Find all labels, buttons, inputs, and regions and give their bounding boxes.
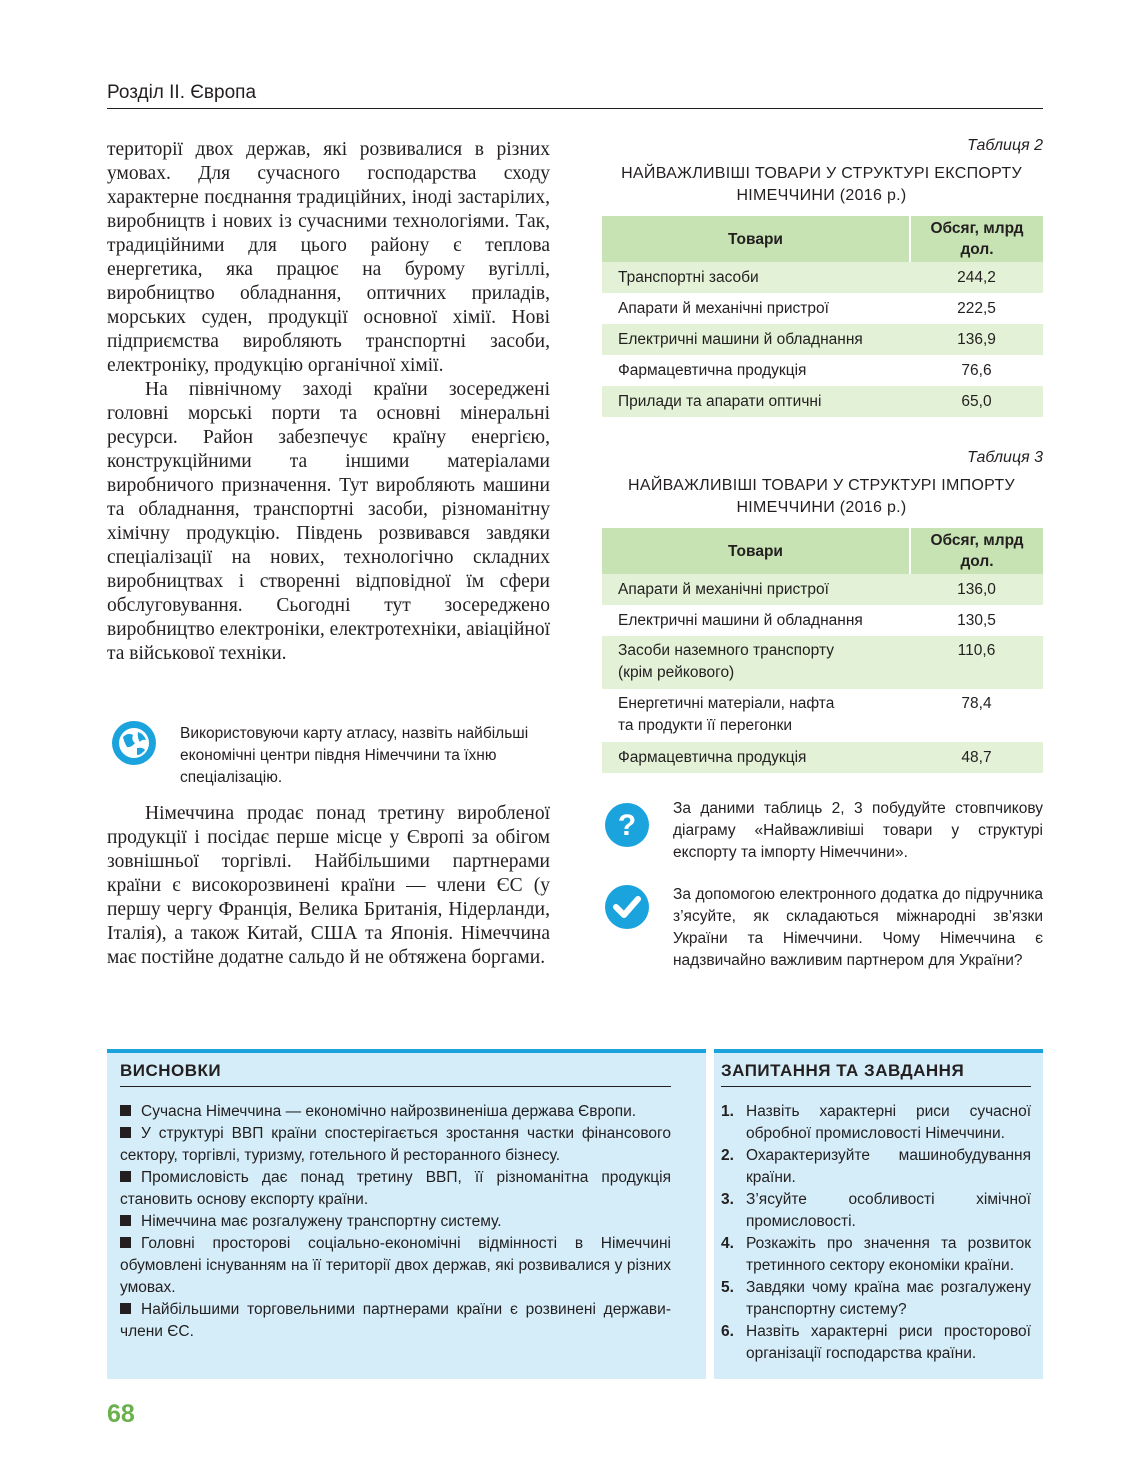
square-bullet-icon [120, 1127, 131, 1138]
list-item [120, 1123, 671, 1167]
goods-cell: Електричні машини й обладнання [602, 324, 910, 355]
question-text: Завдяки чому країна має розгалужену транспортну систему? [746, 1279, 1031, 1318]
value-cell: 78,4 [961, 695, 992, 712]
goods-cell: Апарати й механічні пристрої [618, 299, 829, 317]
list-item [120, 1233, 671, 1299]
table-row [602, 742, 1043, 773]
import-table [602, 528, 1043, 773]
table-row [602, 574, 1043, 605]
summary-divider [706, 1049, 714, 1379]
goods-cell: Транспортні засоби [602, 262, 910, 293]
list-item-text: Німеччина має розгалужену транспортну систему. [141, 1213, 502, 1230]
goods-cell: Енергетичні матеріали, нафта та продукти її перегонки [618, 695, 835, 734]
value-cell: 76,6 [961, 361, 992, 379]
list-item-text: У структурі ВВП країни спостерігається зростання частки фінансового сектору, торгівлі, туризму, готельного й ресторанного бізнесу. [120, 1125, 671, 1164]
table3-header-volume: Обсяг, млрд дол. [910, 528, 1043, 574]
value-cell: 136,0 [910, 574, 1043, 605]
question-text: Назвіть характерні риси сучасної обробної промисловості Німеччини. [746, 1103, 1031, 1142]
list-item [721, 1101, 1031, 1145]
table-row [602, 293, 1043, 324]
table-row [602, 324, 1043, 355]
question-number: 6. [721, 1323, 734, 1340]
table-row [602, 636, 1043, 689]
ebook-task-text: За допомогою електронного додатка до підручника з’ясуйте, як складаються міжнародні зв’язки України та Німеччини. Чому Німеччина є надзвичайно важливим партнером для України? [673, 886, 1043, 969]
value-cell: 136,9 [910, 324, 1043, 355]
value-cell: 130,5 [957, 611, 996, 629]
question-number: 2. [721, 1147, 734, 1164]
atlas-task [107, 717, 552, 793]
square-bullet-icon [120, 1171, 131, 1182]
paragraph-1: території двох держав, які розвивалися в різних умовах. Для сучасного господарства сходу характерне поєднання традиційних, іноді застарілих, виробництв і нових із сучасними технологіями. Так, традиційними для цього району є теплова енергетика, яка працює на бурому вугіллі, виробництво обладнання, оптичних приладів, морських суден, продукції основної хімії. Нові підприємства виробляють транспортні засоби, електроніку, продукцію органічної хімії. [107, 139, 550, 376]
question-number: 1. [721, 1103, 734, 1120]
list-item [120, 1211, 671, 1233]
question-text: З’ясуйте особливості хімічної промисловості. [746, 1191, 1031, 1230]
question-text: Назвіть характерні риси просторової організації господарства країни. [746, 1323, 1031, 1362]
value-cell: 110,6 [910, 636, 1043, 689]
running-header [107, 78, 1043, 109]
export-table [602, 216, 1043, 417]
table-row [602, 262, 1043, 293]
goods-cell: Фармацевтична продукція [618, 361, 807, 379]
main-text-top [107, 138, 550, 666]
questions-list [721, 1101, 1031, 1365]
table2-caption: Таблиця 2 [967, 137, 1043, 154]
conclusions-list [120, 1101, 671, 1343]
table2-header-goods: Товари [602, 216, 910, 262]
list-item [721, 1189, 1031, 1233]
chart-task-text: За даними таблиць 2, 3 побудуйте стовпчикову діаграму «Найважливіші товари у структурі експорту та імпорту Німеччини». [673, 800, 1043, 861]
paragraph-3: Німеччина продає понад третину виробленої продукції і посідає перше місце у Європі за обігом зовнішньої торгівлі. Найбільшими партнерами країни є високорозвинені країни — члени ЄС (у першу чергу Франція, Велика Британія, Нідерланди, Італія), а також Китай, США та Японія. Німеччина має постійне додатне сальдо й не обтяжена боргами. [107, 803, 550, 968]
question-icon [604, 802, 650, 848]
goods-cell: Фармацевтична продукція [602, 742, 910, 773]
list-item [120, 1299, 671, 1343]
paragraph-2: На північному заході країни зосереджені головні морські порти та основні мінеральні ресурси. Район забезпечує країну енергією, конструкційними та іншими матеріалами виробничого призначення. Тут виробляють машини та обладнання, транспортні засоби, різноманітну хімічну продукцію. Південь розвивався завдяки спеціалізації на нових, технологічно складних виробництвах і створенні відповідної їм сфери обслуговування. Сьогодні тут зосереджено виробництво електроніки, електротехніки, авіаційної та військової техніки. [107, 379, 550, 664]
list-item-text: Сучасна Німеччина — економічно найрозвиненіша держава Європи. [141, 1103, 637, 1120]
table-row [602, 605, 1043, 636]
goods-cell: Електричні машини й обладнання [618, 611, 863, 629]
table2-header-volume: Обсяг, млрд дол. [910, 216, 1043, 262]
questions-heading: ЗАПИТАННЯ ТА ЗАВДАННЯ [721, 1061, 1031, 1087]
atlas-task-text: Використовуючи карту атласу, назвіть найбільші економічні центри півдня Німеччини та їхню спеціалізацію. [180, 725, 529, 786]
table3-title: НАЙВАЖЛИВІШІ ТОВАРИ У СТРУКТУРІ ІМПОРТУ НІМЕЧЧИНИ (2016 р.) [628, 477, 1015, 516]
checkmark-icon [604, 884, 650, 930]
main-text-bottom [107, 802, 550, 970]
value-cell: 222,5 [957, 299, 996, 317]
question-number: 4. [721, 1235, 734, 1252]
value-cell: 48,7 [910, 742, 1043, 773]
summary-top-bar [107, 1049, 1043, 1053]
value-cell: 244,2 [910, 262, 1043, 293]
list-item [721, 1145, 1031, 1189]
square-bullet-icon [120, 1237, 131, 1248]
svg-text:?: ? [617, 809, 637, 842]
list-item [721, 1233, 1031, 1277]
list-item [120, 1167, 671, 1211]
list-item-text: Промисловість дає понад третину ВВП, її різноманітна продукція становить основу експорту країни. [120, 1169, 671, 1208]
goods-cell: Прилади та апарати оптичні [602, 386, 910, 417]
table-row [602, 386, 1043, 417]
chart-task [600, 798, 1043, 868]
square-bullet-icon [120, 1215, 131, 1226]
list-item [721, 1321, 1031, 1365]
list-item [120, 1101, 671, 1123]
table3-header-goods: Товари [602, 528, 910, 574]
goods-cell: Апарати й механічні пристрої [602, 574, 910, 605]
value-cell: 65,0 [910, 386, 1043, 417]
table2-title: НАЙВАЖЛИВІШІ ТОВАРИ У СТРУКТУРІ ЕКСПОРТУ НІМЕЧЧИНИ (2016 р.) [621, 165, 1022, 204]
table3-caption: Таблиця 3 [967, 449, 1043, 466]
square-bullet-icon [120, 1105, 131, 1116]
globe-icon [111, 720, 157, 766]
question-text: Розкажіть про значення та розвиток третинного сектору економіки країни. [746, 1235, 1031, 1274]
section-title: Розділ ІІ. Європа [107, 82, 257, 103]
page-number: 68 [107, 1400, 135, 1428]
list-item-text: Найбільшими торговельними партнерами країни є розвинені держави-члени ЄС. [120, 1301, 671, 1340]
table-row [602, 689, 1043, 742]
ebook-task [600, 884, 1043, 994]
goods-cell: Засоби наземного транспорту (крім рейкового) [602, 636, 910, 689]
table-row [602, 355, 1043, 386]
conclusions-heading: ВИСНОВКИ [120, 1061, 671, 1087]
list-item-text: Головні просторові соціально-економічні відмінності в Німеччині обумовлені існуванням на її території двох держав, які розвивалися у різних умовах. [120, 1235, 671, 1296]
question-number: 3. [721, 1191, 734, 1208]
question-text: Охарактеризуйте машинобудування країни. [746, 1147, 1031, 1186]
question-number: 5. [721, 1279, 734, 1296]
list-item [721, 1277, 1031, 1321]
square-bullet-icon [120, 1303, 131, 1314]
summary-box [107, 1049, 1043, 1379]
